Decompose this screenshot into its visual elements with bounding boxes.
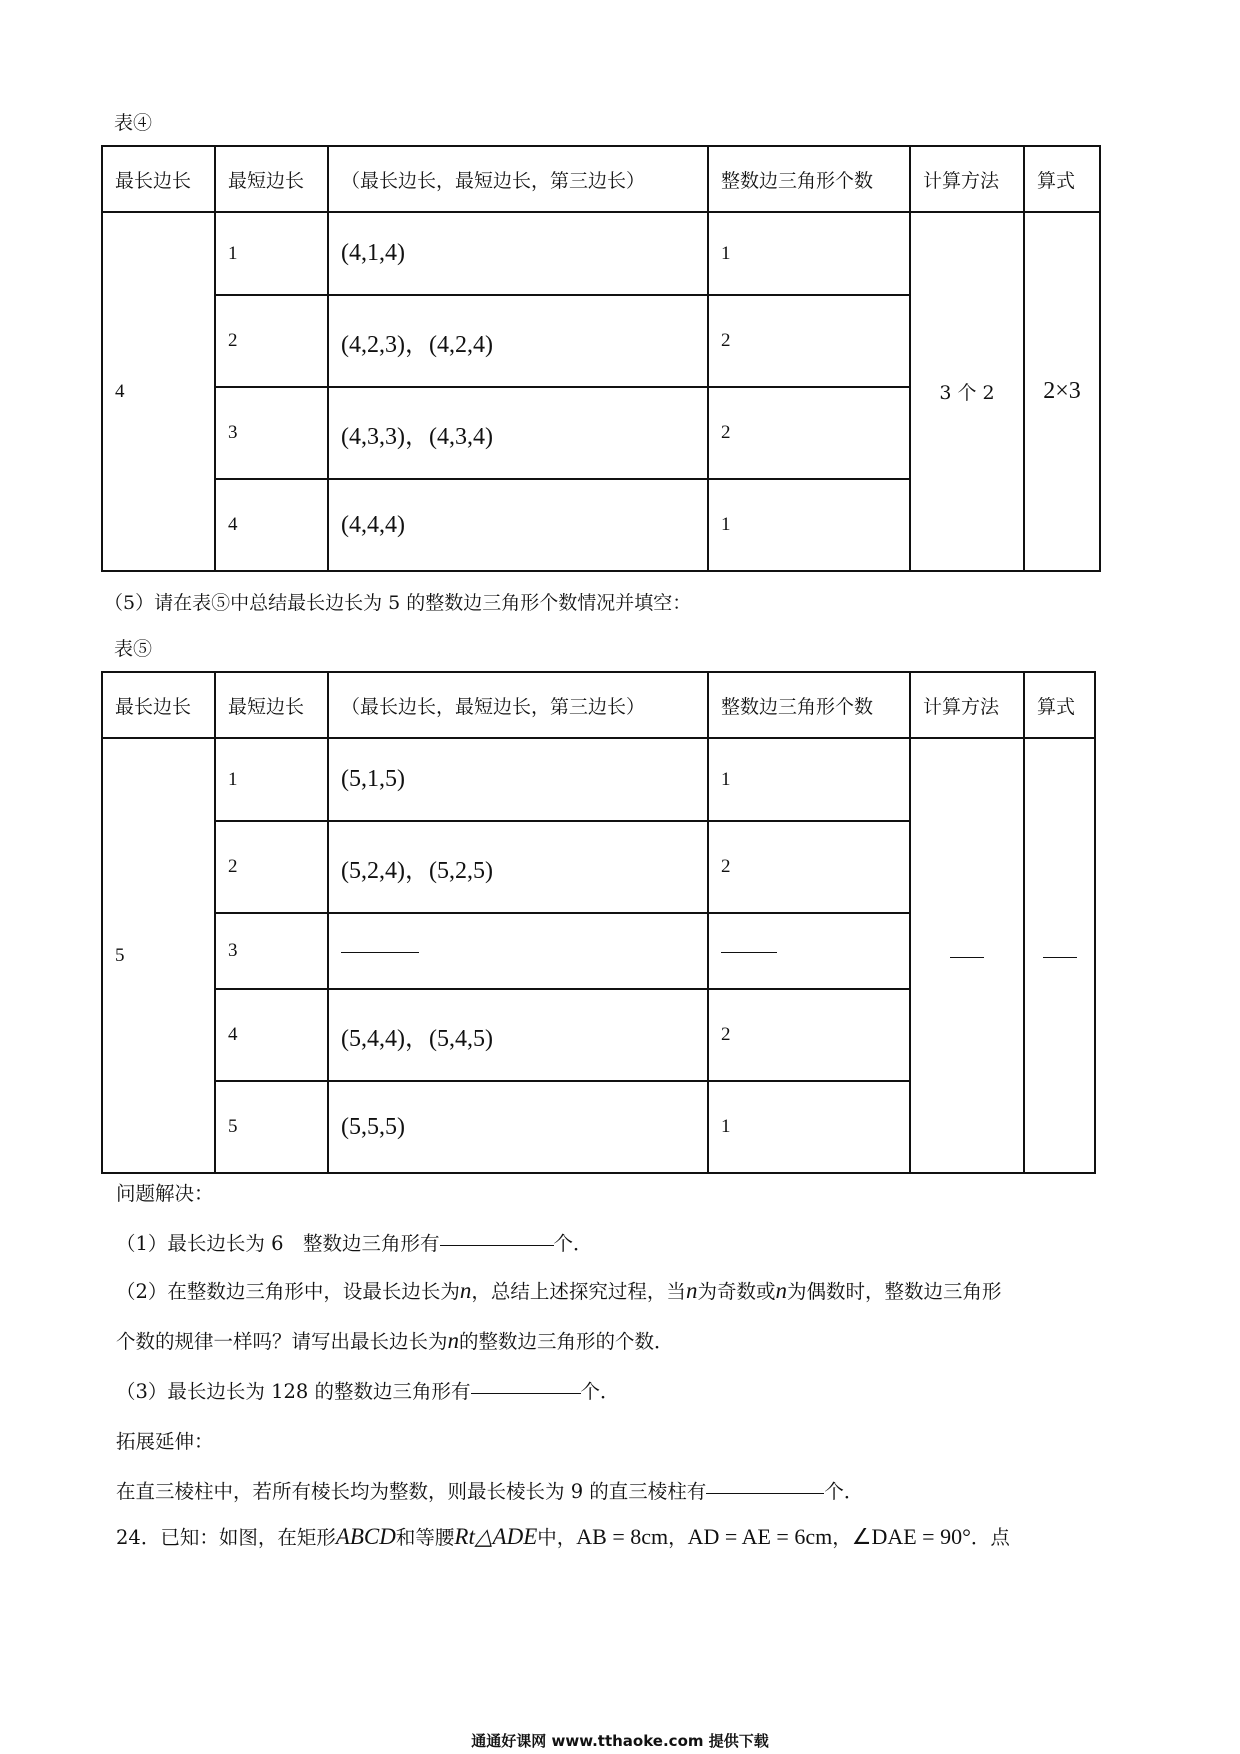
question-3-text: （3）最长边长为 128 的整数边三角形有 xyxy=(116,1380,471,1403)
table5-header-method: 计算方法 xyxy=(910,672,1024,738)
question-1-text: （1）最长边长为 6 整数边三角形有 xyxy=(116,1232,440,1255)
question-3-suffix: 个． xyxy=(580,1380,620,1403)
extension-heading: 拓展延伸： xyxy=(116,1430,214,1453)
table4-header-row xyxy=(102,146,1100,212)
table4-formula: 2×3 xyxy=(1024,212,1100,571)
q24-text-b: 和等腰 xyxy=(395,1526,455,1549)
table4-triples: (4,3,3)，(4,3,4) xyxy=(328,387,708,479)
table4-shortest: 4 xyxy=(215,479,328,571)
variable-n: n xyxy=(459,1278,472,1303)
q24-text-a: 24．已知：如图，在矩形 xyxy=(116,1526,336,1549)
table5-triples: (5,1,5) xyxy=(328,738,708,821)
table4-shortest: 3 xyxy=(215,387,328,479)
instruction-5: （5）请在表⑤中总结最长边长为 5 的整数边三角形个数情况并填空： xyxy=(104,592,692,614)
table5-header-longest: 最长边长 xyxy=(102,672,215,738)
table-row xyxy=(102,738,1095,821)
extension-suffix: 个． xyxy=(824,1480,864,1503)
variable-n: n xyxy=(775,1278,787,1303)
table5-count: 1 xyxy=(708,738,910,821)
table5-triples: (5,4,4)，(5,4,5) xyxy=(328,989,708,1081)
table5 xyxy=(101,671,1096,1174)
q24-ab: AB = 8cm xyxy=(576,1524,669,1549)
question-1-suffix: 个． xyxy=(553,1232,593,1255)
question-2-line1 xyxy=(116,1276,1001,1304)
q24-angle: ∠DAE = 90° xyxy=(851,1524,971,1549)
table4-count: 1 xyxy=(708,212,910,295)
table4-longest: 4 xyxy=(102,212,215,571)
table5-shortest: 5 xyxy=(215,1081,328,1173)
table4-shortest: 1 xyxy=(215,212,328,295)
extension-text: 在直三棱柱中，若所有棱长均为整数，则最长棱长为 9 的直三棱柱有 xyxy=(116,1480,707,1503)
table5-triples: (5,2,4)，(5,2,5) xyxy=(328,821,708,913)
table4-header-formula: 算式 xyxy=(1024,146,1100,212)
table5-header-triples: （最长边长，最短边长，第三边长） xyxy=(328,672,708,738)
table4-triples: (4,2,3)，(4,2,4) xyxy=(328,295,708,387)
table5-formula-blank xyxy=(1024,738,1095,1173)
variable-n: n xyxy=(447,1328,460,1353)
table5-shortest: 2 xyxy=(215,821,328,913)
table4 xyxy=(101,145,1101,572)
table5-shortest: 4 xyxy=(215,989,328,1081)
q24-rt-triangle: Rt△ADE xyxy=(454,1524,538,1549)
table5-count: 1 xyxy=(708,1081,910,1173)
table5-count-blank xyxy=(708,913,910,989)
table5-shortest: 1 xyxy=(215,738,328,821)
problem-heading: 问题解决： xyxy=(116,1182,214,1205)
table5-longest: 5 xyxy=(102,738,215,1173)
table4-method: 3 个 2 xyxy=(910,212,1024,571)
table5-header-row xyxy=(102,672,1095,738)
question-2-text-c: 为奇数或 xyxy=(697,1280,776,1303)
question-2-text-a: （2）在整数边三角形中，设最长边长为 xyxy=(116,1280,460,1303)
question-24 xyxy=(116,1522,1010,1550)
extension-question xyxy=(116,1476,863,1504)
table5-count: 2 xyxy=(708,989,910,1081)
question-2-line2 xyxy=(116,1326,674,1354)
table4-shortest: 2 xyxy=(215,295,328,387)
question-2-text-b: ，总结上述探究过程，当 xyxy=(471,1280,686,1303)
table5-header-formula: 算式 xyxy=(1024,672,1095,738)
question-3-blank xyxy=(471,1392,581,1394)
table5-method-blank xyxy=(910,738,1024,1173)
table4-count: 2 xyxy=(708,295,910,387)
table4-triples: (4,1,4) xyxy=(328,212,708,295)
footer-download-note: 通通好课网 www.tthaoke.com 提供下载 xyxy=(471,1732,769,1750)
table5-count: 2 xyxy=(708,821,910,913)
table4-header-longest: 最长边长 xyxy=(102,146,215,212)
table4-header-triples: （最长边长，最短边长，第三边长） xyxy=(328,146,708,212)
question-2-text-d: 为偶数时，整数边三角形 xyxy=(786,1280,1002,1303)
table-row xyxy=(102,212,1100,295)
table4-header-method: 计算方法 xyxy=(910,146,1024,212)
extension-blank xyxy=(706,1492,824,1494)
table4-caption: 表④ xyxy=(114,112,153,134)
question-2-text-e: 个数的规律一样吗？请写出最长边长为 xyxy=(116,1330,448,1353)
table5-triples: (5,5,5) xyxy=(328,1081,708,1173)
table4-triples: (4,4,4) xyxy=(328,479,708,571)
question-2-text-f: 的整数边三角形的个数． xyxy=(459,1330,674,1353)
table5-shortest: 3 xyxy=(215,913,328,989)
question-1-blank xyxy=(440,1244,554,1246)
variable-n: n xyxy=(685,1278,698,1303)
question-3 xyxy=(116,1376,620,1404)
table4-header-shortest: 最短边长 xyxy=(215,146,328,212)
table4-count: 1 xyxy=(708,479,910,571)
q24-text-f: ．点 xyxy=(970,1526,1010,1549)
question-1 xyxy=(116,1228,593,1256)
table5-caption: 表⑤ xyxy=(114,638,153,660)
table5-header-count: 整数边三角形个数 xyxy=(708,672,910,738)
q24-adae: AD = AE = 6cm xyxy=(687,1524,833,1549)
q24-text-d: ， xyxy=(668,1526,688,1549)
table4-header-count: 整数边三角形个数 xyxy=(708,146,910,212)
q24-abcd: ABCD xyxy=(335,1524,396,1549)
q24-text-e: ， xyxy=(832,1526,852,1549)
table4-count: 2 xyxy=(708,387,910,479)
table5-triples-blank xyxy=(328,913,708,989)
q24-text-c: 中， xyxy=(537,1526,577,1549)
table5-header-shortest: 最短边长 xyxy=(215,672,328,738)
